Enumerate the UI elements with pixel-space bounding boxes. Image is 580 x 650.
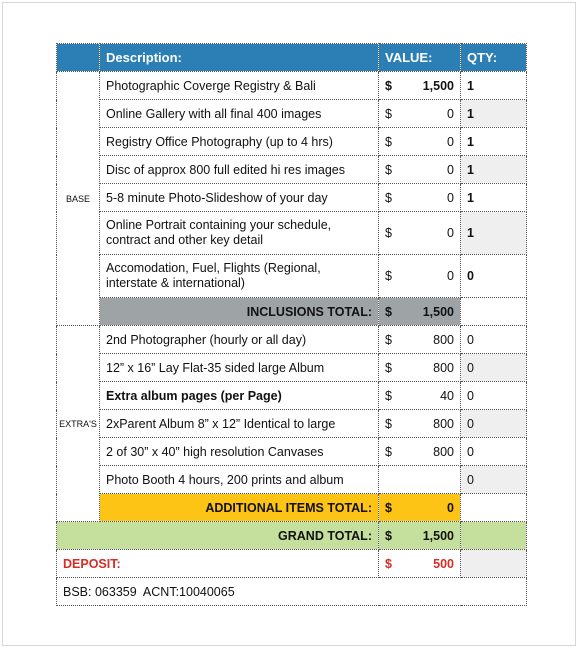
item-qty[interactable]: 0: [461, 354, 527, 382]
header-value: VALUE:: [379, 44, 461, 72]
additional-total-row: [57, 494, 527, 522]
additional-total-value: $ 0: [379, 494, 461, 522]
item-qty[interactable]: 0: [461, 438, 527, 466]
table-row: [57, 354, 527, 382]
additional-total-label: ADDITIONAL ITEMS TOTAL:: [100, 494, 379, 522]
item-description: Photographic Coverge Registry & Bali: [100, 72, 379, 100]
section-label-extras: EXTRA'S: [57, 326, 100, 522]
inclusions-total-value: $ 1,500: [379, 298, 461, 326]
item-description: Photo Booth 4 hours, 200 prints and album: [100, 466, 379, 494]
item-value: $ 800: [379, 410, 461, 438]
table-row: [57, 72, 527, 100]
item-description: Online Gallery with all final 400 images: [100, 100, 379, 128]
item-value: $ 800: [379, 438, 461, 466]
item-description: Online Portrait containing your schedule, contract and other key detail: [100, 212, 379, 255]
header-blank-cell: [57, 44, 100, 72]
grand-total-label: GRAND TOTAL:: [57, 522, 379, 550]
table-row: [57, 326, 527, 354]
item-qty[interactable]: 0: [461, 382, 527, 410]
item-description: 5-8 minute Photo-Slideshow of your day: [100, 184, 379, 212]
item-qty[interactable]: 0: [461, 255, 527, 298]
table-row: [57, 255, 527, 298]
grand-total-qty: [461, 522, 527, 550]
item-value: $ 0: [379, 212, 461, 255]
table-row: [57, 184, 527, 212]
table-row: [57, 128, 527, 156]
table-row: [57, 438, 527, 466]
inclusions-total-qty: [461, 298, 527, 326]
table-row: [57, 382, 527, 410]
quote-table: [56, 43, 527, 606]
item-qty[interactable]: 1: [461, 156, 527, 184]
grand-total-value: $ 1,500: [379, 522, 461, 550]
item-value: $ 0: [379, 156, 461, 184]
table-row: [57, 212, 527, 255]
item-qty[interactable]: 1: [461, 72, 527, 100]
item-value: $ 800: [379, 326, 461, 354]
item-qty[interactable]: 0: [461, 410, 527, 438]
deposit-label: DEPOSIT:: [57, 550, 379, 578]
grand-total-row: [57, 522, 527, 550]
deposit-qty: [461, 550, 527, 578]
table-row: [57, 100, 527, 128]
section-label-base: BASE: [57, 72, 100, 326]
additional-total-qty: [461, 494, 527, 522]
table-row: [57, 410, 527, 438]
item-description: 2nd Photographer (hourly or all day): [100, 326, 379, 354]
deposit-value: $ 500: [379, 550, 461, 578]
bank-row: [57, 578, 527, 606]
item-qty[interactable]: 0: [461, 326, 527, 354]
item-value: $ 0: [379, 128, 461, 156]
item-value: $ 1,500: [379, 72, 461, 100]
item-value: [379, 466, 461, 494]
item-description: Registry Office Photography (up to 4 hrs): [100, 128, 379, 156]
item-description: 12” x 16” Lay Flat-35 sided large Album: [100, 354, 379, 382]
item-description: 2xParent Album 8” x 12” Identical to large: [100, 410, 379, 438]
item-description: 2 of 30” x 40” high resolution Canvases: [100, 438, 379, 466]
table-row: [57, 156, 527, 184]
item-description: Disc of approx 800 full edited hi res images: [100, 156, 379, 184]
item-value: $ 0: [379, 100, 461, 128]
item-qty[interactable]: 1: [461, 184, 527, 212]
item-value: $ 800: [379, 354, 461, 382]
deposit-row: [57, 550, 527, 578]
header-row: [57, 44, 527, 72]
item-qty[interactable]: 1: [461, 100, 527, 128]
item-description: Extra album pages (per Page): [100, 382, 379, 410]
item-qty[interactable]: 0: [461, 466, 527, 494]
item-qty[interactable]: 1: [461, 212, 527, 255]
item-value: $ 40: [379, 382, 461, 410]
item-description: Accomodation, Fuel, Flights (Regional, interstate & international): [100, 255, 379, 298]
header-description: Description:: [100, 44, 379, 72]
header-qty: QTY:: [461, 44, 527, 72]
item-value: $ 0: [379, 255, 461, 298]
bank-details: BSB: 063359 ACNT:10040065: [57, 578, 527, 606]
item-value: $ 0: [379, 184, 461, 212]
table-row: [57, 466, 527, 494]
inclusions-total-row: [57, 298, 527, 326]
item-qty[interactable]: 1: [461, 128, 527, 156]
inclusions-total-label: INCLUSIONS TOTAL:: [100, 298, 379, 326]
